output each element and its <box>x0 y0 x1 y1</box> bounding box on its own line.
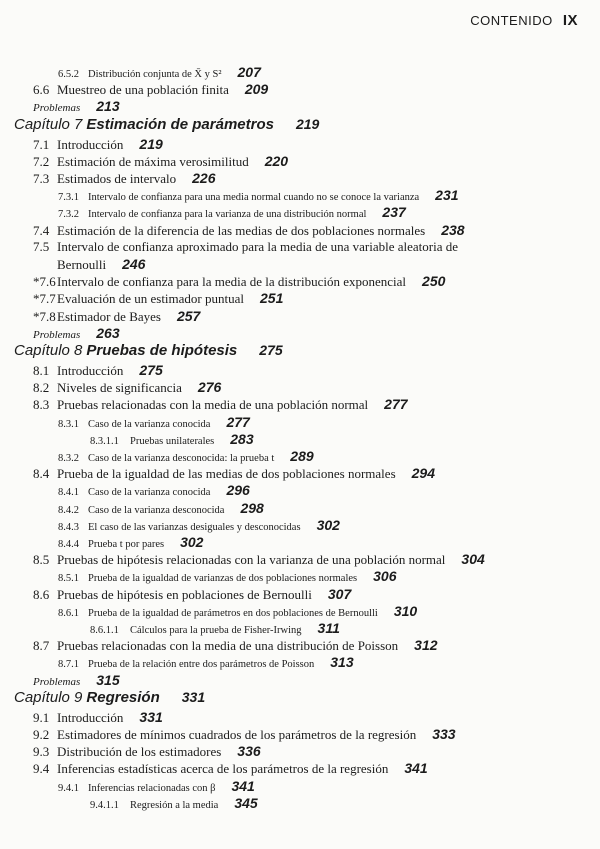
entry-page-number: 331 <box>139 708 163 725</box>
entry-page-number: 250 <box>422 273 446 290</box>
entry-number: 8.7.1 <box>58 659 79 671</box>
entry-number: 8.5.1 <box>58 573 79 585</box>
entry-number: 8.1 <box>33 363 50 378</box>
toc-entry <box>58 500 264 516</box>
entry-page-number: 283 <box>230 430 254 447</box>
toc-entry <box>58 482 250 498</box>
entry-number: 9.4.1.1 <box>90 799 119 811</box>
entry-title: Distribución conjunta de X̄ y S² <box>88 69 222 80</box>
toc-entry <box>33 153 288 170</box>
header-section: CONTENIDO <box>470 13 553 28</box>
toc-entry <box>33 709 163 726</box>
entry-page-number: 336 <box>237 743 261 760</box>
running-header <box>470 12 578 29</box>
toc-entry <box>33 672 120 688</box>
entry-title: Prueba de la igualdad de las medias de dos poblaciones normales <box>57 466 396 482</box>
entry-number: 8.4.1 <box>58 487 79 499</box>
entry-number: 9.3 <box>33 744 50 760</box>
entry-title: Niveles de significancia <box>57 380 182 396</box>
entry-number: 8.3 <box>33 397 50 413</box>
entry-number: 6.5.2 <box>58 69 79 80</box>
entry-page-number: 302 <box>316 516 340 533</box>
entry-page-number: 307 <box>327 585 352 602</box>
header-page-number: IX <box>562 12 578 29</box>
entry-page-number: 345 <box>234 794 258 811</box>
entry-page-number: 341 <box>231 777 255 794</box>
entry-number: *7.8 <box>33 308 56 324</box>
entry-number: 9.2 <box>33 727 50 742</box>
entry-number: 8.2 <box>33 380 50 396</box>
toc-entry <box>58 448 314 464</box>
entry-title: Evaluación de un estimador puntual <box>57 291 245 307</box>
chapter-title: Regresión <box>86 688 160 706</box>
entry-page-number: 306 <box>373 568 397 585</box>
entry-page-number: 220 <box>264 152 289 169</box>
toc-entry <box>33 465 435 482</box>
entry-number: 7.2 <box>33 153 50 169</box>
toc-entry <box>33 637 438 654</box>
entry-page-number: 277 <box>384 396 408 413</box>
entry-page-number: 298 <box>240 499 264 516</box>
toc-entry <box>90 795 258 811</box>
toc-entry <box>33 256 145 273</box>
entry-title: Bernoulli <box>57 257 107 272</box>
entry-title: Problemas <box>33 102 81 115</box>
entry-page-number: 313 <box>330 654 354 671</box>
toc-entry <box>33 308 200 325</box>
entry-number: 9.4 <box>33 761 50 777</box>
toc-entry <box>33 743 261 760</box>
entry-number: 8.4.2 <box>58 504 79 516</box>
toc-entry <box>33 222 465 239</box>
toc-entry <box>58 64 261 80</box>
entry-page-number: 294 <box>411 465 435 482</box>
entry-title: Intervalo de confianza para la media de la distribución exponencial <box>57 274 407 290</box>
entry-page-number: 312 <box>414 637 438 654</box>
entry-title: Pruebas de hipótesis relacionadas con la varianza de una población normal <box>57 552 446 568</box>
chapter-title: Estimación de parámetros <box>86 115 274 133</box>
entry-number: 8.3.1 <box>58 418 79 430</box>
toc-entry <box>33 726 456 743</box>
entry-number: 7.1 <box>33 136 50 152</box>
entry-number: 8.4.4 <box>58 539 79 550</box>
entry-title: Caso de la varianza conocida <box>88 487 211 499</box>
toc-entry <box>33 81 268 98</box>
entry-title: Regresión a la media <box>130 799 219 811</box>
entry-page-number: 302 <box>180 534 204 550</box>
entry-number: 8.3.2 <box>58 453 79 464</box>
entry-title: Inferencias relacionadas con β <box>88 782 216 794</box>
entry-page-number: 311 <box>317 620 340 636</box>
entry-title: Estimación de la diferencia de las medias de dos poblaciones normales <box>57 222 426 238</box>
entry-title: Caso de la varianza desconocida: la prueba t <box>88 453 275 464</box>
entry-page-number: 219 <box>139 135 163 152</box>
entry-number: 8.6.1 <box>58 607 79 619</box>
toc-entry <box>33 273 445 290</box>
toc-entry <box>33 362 163 379</box>
entry-page-number: 226 <box>192 170 216 186</box>
toc-entry <box>33 98 120 114</box>
toc-entry <box>90 620 340 636</box>
entry-number: 8.4 <box>33 466 50 482</box>
entry-title: Introducción <box>57 709 124 725</box>
entry-title: Distribución de los estimadores <box>57 744 222 760</box>
entry-title: Prueba de la igualdad de parámetros en dos poblaciones de Bernoulli <box>88 607 378 619</box>
toc-entry <box>33 760 428 777</box>
toc-entry <box>33 551 485 568</box>
entry-number: 8.6 <box>33 586 50 602</box>
toc-entry <box>58 568 396 584</box>
toc-entry <box>58 204 406 220</box>
entry-title: Intervalo de confianza aproximado para la media de una variable aleatoria de <box>57 238 458 254</box>
entry-title: Intervalo de confianza para una media normal cuando no se conoce la varianza <box>88 192 420 204</box>
entry-title: Muestreo de una población finita <box>57 82 229 98</box>
entry-number: 8.5 <box>33 552 50 568</box>
entry-page-number: 275 <box>259 342 283 358</box>
entry-page-number: 238 <box>441 221 465 238</box>
toc-entry <box>33 170 216 187</box>
chapter-heading <box>14 116 319 133</box>
toc-entry <box>33 325 120 341</box>
entry-number: 7.4 <box>33 222 50 238</box>
entry-title: Problemas <box>33 675 81 688</box>
entry-title: Estimador de Bayes <box>57 308 161 324</box>
toc-entry <box>58 517 340 533</box>
entry-page-number: 275 <box>139 362 163 378</box>
entry-number: 7.3 <box>33 171 50 186</box>
toc-entry <box>33 136 163 153</box>
entry-title: Inferencias estadísticas acerca de los parámetros de la regresión <box>57 761 389 777</box>
entry-title: Estimados de intervalo <box>57 171 177 186</box>
entry-number: 9.1 <box>33 709 50 725</box>
entry-title: Caso de la varianza desconocida <box>88 504 225 516</box>
entry-title: Caso de la varianza conocida <box>88 418 211 430</box>
entry-page-number: 207 <box>237 64 261 80</box>
entry-page-number: 315 <box>96 671 120 688</box>
chapter-label: Capítulo 8 <box>14 342 83 359</box>
toc-entry <box>58 603 417 619</box>
entry-page-number: 219 <box>295 115 320 132</box>
entry-page-number: 289 <box>290 448 314 464</box>
entry-page-number: 251 <box>260 290 284 307</box>
entry-title: Pruebas relacionadas con la media de una distribución de Poisson <box>57 638 399 654</box>
entry-page-number: 310 <box>393 602 418 619</box>
entry-page-number: 263 <box>96 324 120 341</box>
toc-entry <box>58 654 354 670</box>
entry-title: Cálculos para la prueba de Fisher-Irwing <box>130 625 302 636</box>
toc-entry <box>58 187 459 203</box>
toc-entry <box>90 431 254 447</box>
entry-title: Introducción <box>57 363 124 378</box>
entry-page-number: 341 <box>404 760 428 777</box>
entry-number: 6.6 <box>33 82 50 98</box>
entry-title: Intervalo de confianza para la varianza de una distribución normal <box>88 209 367 221</box>
entry-page-number: 246 <box>122 256 146 272</box>
entry-title: Estimación de máxima verosimilitud <box>57 153 249 169</box>
chapter-heading <box>14 342 283 359</box>
chapter-label: Capítulo 9 <box>14 688 83 706</box>
toc-entry <box>33 290 283 307</box>
entry-page-number: 304 <box>461 551 485 568</box>
entry-page-number: 333 <box>432 726 456 742</box>
chapter-heading <box>14 689 205 706</box>
entry-page-number: 276 <box>197 379 222 396</box>
entry-title: Prueba de la relación entre dos parámetros de Poisson <box>88 659 315 671</box>
toc-entry <box>58 778 255 794</box>
entry-title: Problemas <box>33 328 81 341</box>
entry-title: Prueba de la igualdad de varianzas de dos poblaciones normales <box>88 573 358 585</box>
toc-entry <box>58 534 203 550</box>
entry-number: 8.6.1.1 <box>90 625 119 636</box>
entry-title: Estimadores de mínimos cuadrados de los parámetros de la regresión <box>57 727 417 742</box>
entry-number: 8.3.1.1 <box>90 435 119 447</box>
entry-page-number: 296 <box>226 482 250 499</box>
entry-number: 7.3.2 <box>58 209 79 221</box>
toc-entry <box>33 239 458 255</box>
entry-number: 7.5 <box>33 238 50 254</box>
entry-title: El caso de las varianzas desiguales y desconocidas <box>88 521 301 533</box>
chapter-label: Capítulo 7 <box>14 115 83 133</box>
toc-entry <box>58 414 250 430</box>
entry-page-number: 237 <box>382 204 406 221</box>
entry-number: *7.6 <box>33 274 56 290</box>
entry-number: 8.7 <box>33 638 50 654</box>
entry-title: Introducción <box>57 136 124 152</box>
entry-page-number: 213 <box>96 98 120 115</box>
entry-page-number: 231 <box>435 187 459 204</box>
entry-page-number: 331 <box>181 688 206 705</box>
toc-entry <box>33 379 221 396</box>
entry-page-number: 209 <box>244 81 269 98</box>
entry-page-number: 257 <box>176 307 201 324</box>
entry-number: 7.3.1 <box>58 192 79 204</box>
entry-number: 9.4.1 <box>58 782 79 794</box>
chapter-title: Pruebas de hipótesis <box>86 342 238 359</box>
entry-title: Pruebas unilaterales <box>130 435 215 447</box>
entry-title: Pruebas de hipótesis en poblaciones de Bernoulli <box>57 586 312 602</box>
entry-title: Prueba t por pares <box>88 539 165 550</box>
entry-number: 8.4.3 <box>58 521 79 533</box>
toc-entry <box>33 396 408 413</box>
entry-title: Pruebas relacionadas con la media de una población normal <box>57 397 369 413</box>
entry-page-number: 277 <box>226 413 250 430</box>
toc-entry <box>33 586 351 603</box>
entry-number: *7.7 <box>33 291 56 307</box>
